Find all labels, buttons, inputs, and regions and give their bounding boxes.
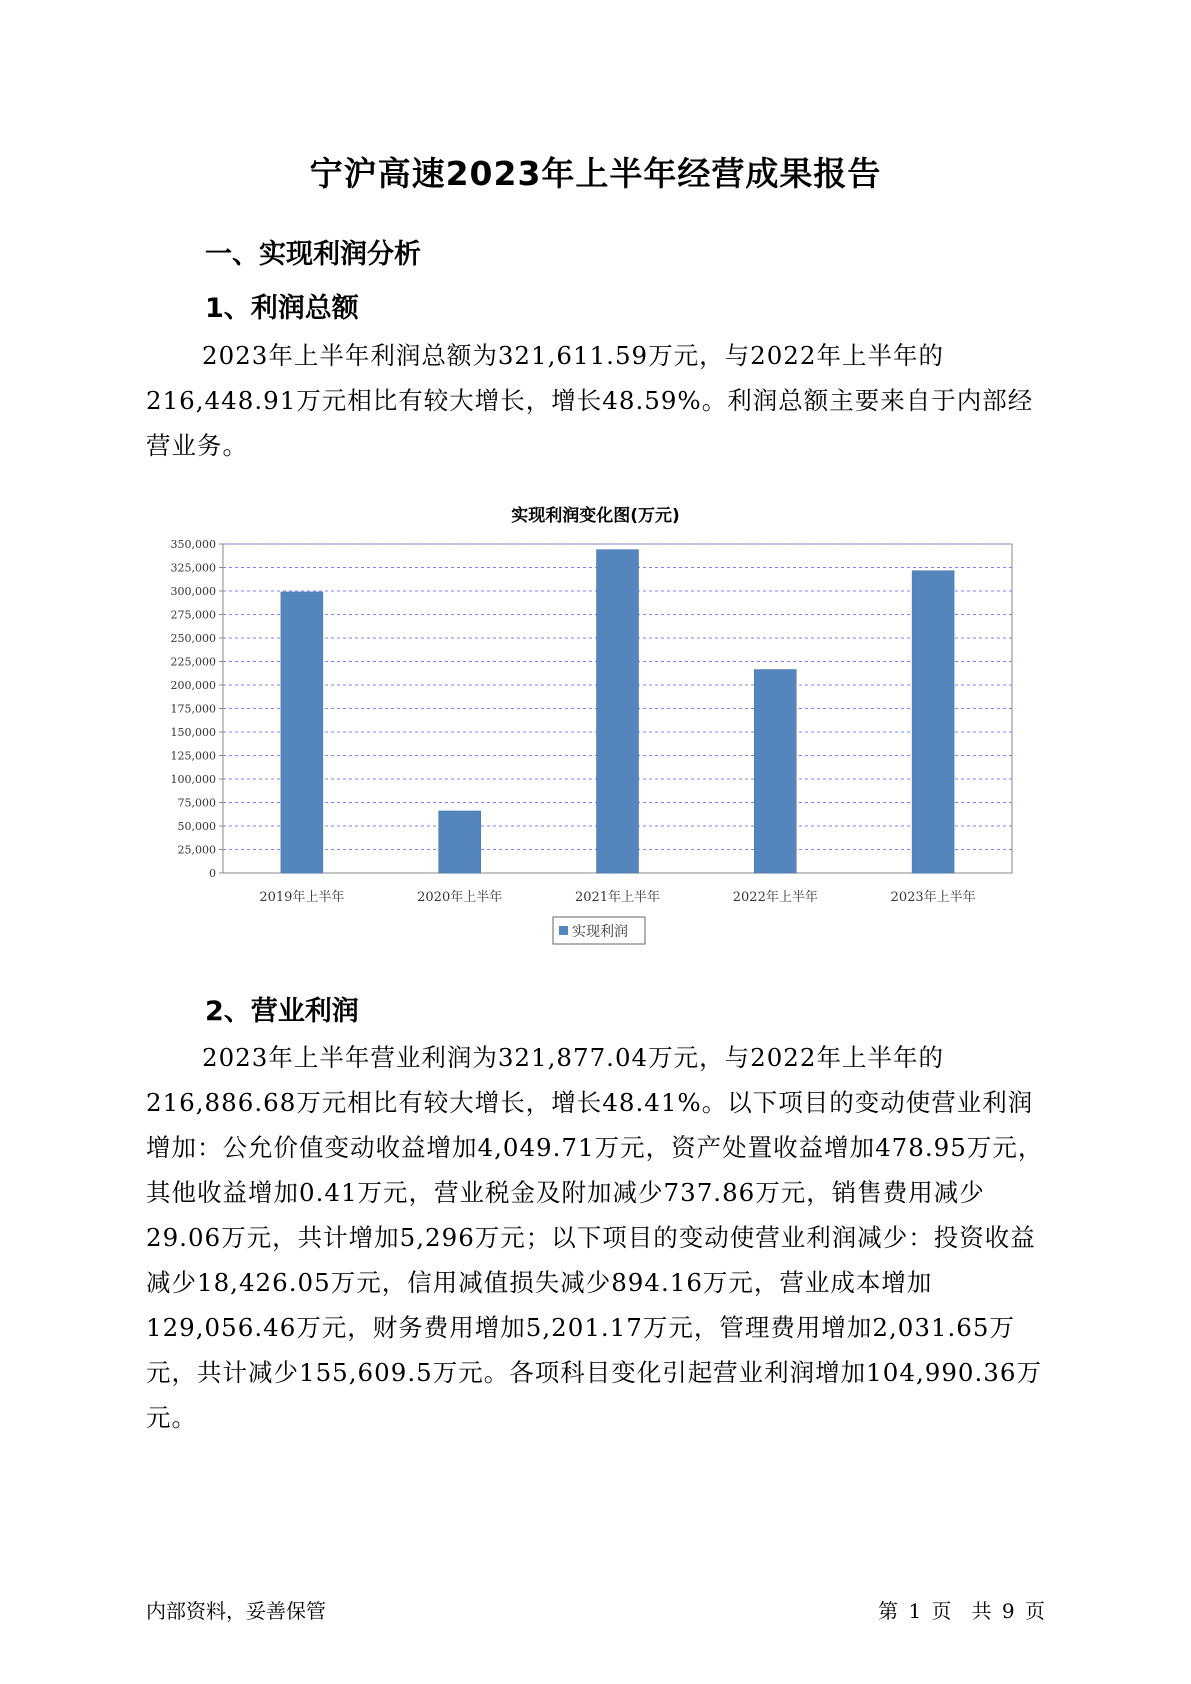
y-tick-label: 225,000 bbox=[170, 655, 216, 669]
bar-2020年上半年 bbox=[439, 811, 481, 873]
x-tick-label: 2022年上半年 bbox=[732, 890, 818, 905]
section-heading-profit-analysis: 一、实现利润分析 bbox=[205, 239, 421, 270]
x-tick-label: 2020年上半年 bbox=[417, 890, 503, 905]
x-tick-label: 2021年上半年 bbox=[574, 890, 661, 905]
y-tick-label: 275,000 bbox=[170, 608, 216, 622]
y-tick-label: 200,000 bbox=[170, 679, 216, 692]
y-tick-label: 325,000 bbox=[170, 561, 216, 575]
subsection-heading-total-profit: 1、利润总额 bbox=[205, 293, 359, 324]
subsection-heading-operating-profit: 2、营业利润 bbox=[205, 996, 359, 1027]
bar-2021年上半年 bbox=[597, 550, 639, 873]
y-tick-label: 175,000 bbox=[170, 702, 216, 716]
paragraph-total-profit: 2023年上半年利润总额为321,611.59万元，与2022年上半年的216,448.91万元相比有较大增长，增长48.59%。利润总额主要来自于内部经营业务。 bbox=[146, 341, 1034, 460]
y-tick-label: 350,000 bbox=[170, 538, 216, 551]
y-tick-label: 125,000 bbox=[170, 749, 216, 763]
bar-2022年上半年 bbox=[754, 670, 796, 873]
y-tick-label: 300,000 bbox=[170, 585, 216, 598]
page-title: 宁沪高速2023年上半年经营成果报告 bbox=[309, 154, 882, 193]
footer-confidential-note: 内部资料，妥善保管 bbox=[146, 1599, 326, 1623]
legend-swatch bbox=[559, 926, 568, 935]
x-tick-label: 2023年上半年 bbox=[890, 890, 976, 905]
y-tick-label: 100,000 bbox=[170, 773, 216, 786]
y-tick-label: 250,000 bbox=[170, 632, 216, 645]
profit-bar-chart bbox=[0, 530, 1191, 960]
y-tick-label: 0 bbox=[209, 867, 216, 880]
y-tick-label: 75,000 bbox=[177, 796, 216, 810]
bar-2019年上半年 bbox=[281, 592, 323, 873]
y-tick-label: 150,000 bbox=[170, 726, 216, 739]
y-tick-label: 50,000 bbox=[177, 820, 216, 833]
paragraph-operating-profit: 2023年上半年营业利润为321,877.04万元，与2022年上半年的216,886.68万元相比有较大增长，增长48.41%。以下项目的变动使营业利润增加：公允价值变动收益增加4,049.71万元，资产处置收益增加478.95万元，其他收益增加0.41万元，营业税金及附加减少737.86万元，销售费用减少29.06万元，共计增加5,296万元；以下项目的变动使营业利润减少：投资收益减少18,426.05万元，信用减值损失减少894.16万元，营业成本增加129,056.46万元，财务费用增加5,201.17万元，管理费用增加2,031.65万元，共计减少155,609.5万元。各项科目变化引起营业利润增加104,990.36万元。 bbox=[146, 1043, 1044, 1432]
y-tick-label: 25,000 bbox=[177, 843, 216, 857]
legend-label: 实现利润 bbox=[572, 924, 628, 940]
bar-2023年上半年 bbox=[912, 571, 954, 873]
chart-title: 实现利润变化图(万元) bbox=[511, 506, 680, 526]
footer-page-number: 第 1 页 共 9 页 bbox=[878, 1599, 1045, 1623]
x-tick-label: 2019年上半年 bbox=[259, 890, 345, 905]
